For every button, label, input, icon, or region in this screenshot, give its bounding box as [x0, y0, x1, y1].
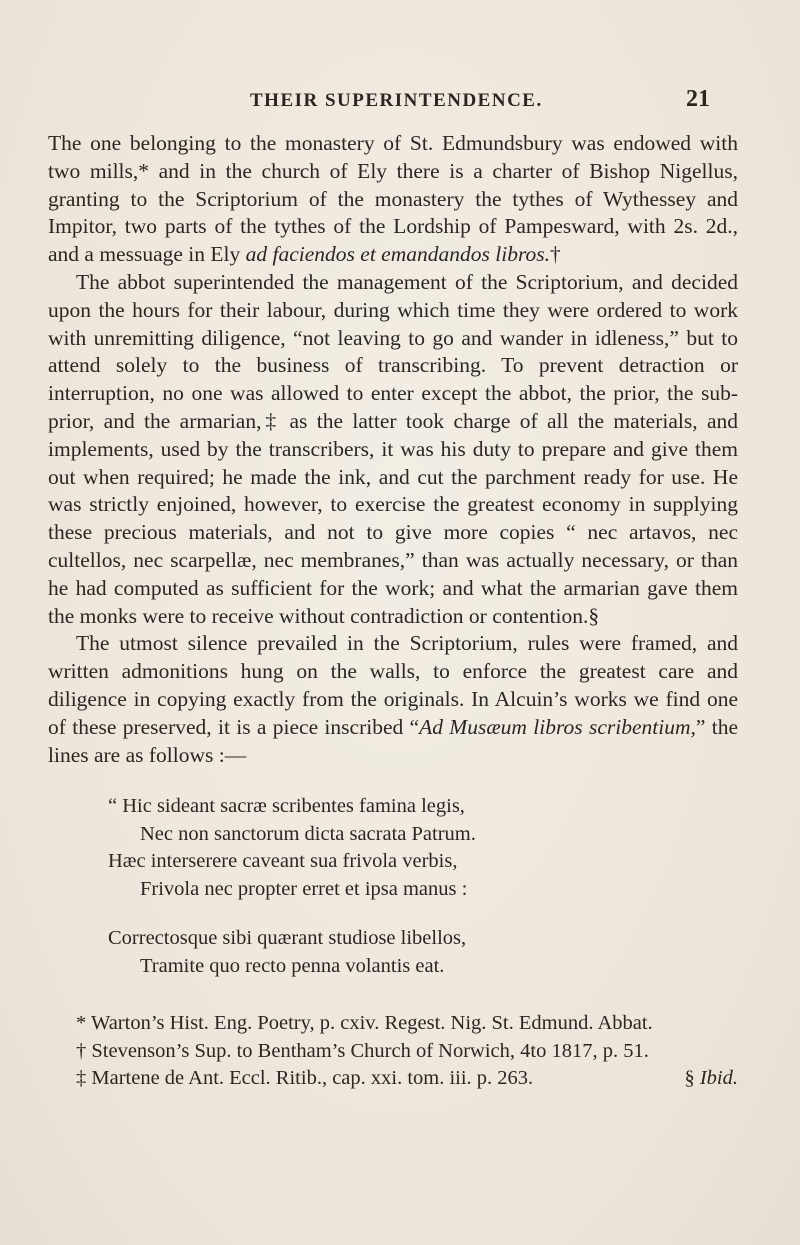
- footnote-4-mark: §: [684, 1067, 695, 1090]
- paragraph-1: [48, 130, 738, 269]
- running-title: THEIR SUPERINTENDENCE.: [250, 90, 543, 111]
- paragraph-1-text: The one belonging to the monastery of St. Edmundsbury was endowed with two mills,* and in the church of Ely there is a charter of Bishop Nigellus, granting to the Scriptorium of the monastery the tythes of Wythessey and Impitor, two parts of the tythes of the Lordship of Pampesward, with 2s. 2d., and a messuage in Ely: [48, 131, 738, 267]
- paragraph-2: The abbot superintended the management of the Scriptorium, and decided upon the hours for their labour, during which time they were ordered to work with unremitting diligence, “not leaving to go and wander in idleness,” but to attend solely to the business of transcribing. To prevent detraction or interruption, no one was allowed to enter except the abbot, the prior, the sub-prior, and the armarian,‡ as the latter took charge of all the materials, and implements, used by the transcribers, it was his duty to prepare and give them out when required; he made the ink, and cut the parchment ready for use. He was strictly enjoined, however, to exercise the greatest economy in supplying these precious materials, and not to give more copies “ nec artavos, nec cultellos, nec scarpellæ, nec membranes,” than was actually necessary, or than he had computed as sufficient for the work; and what the armarian gave them the monks were to receive without contradiction or contention.§: [48, 269, 738, 628]
- verse-line: Hæc interserere caveant sua frivola verbis,: [108, 850, 458, 873]
- verse-block: [108, 793, 738, 980]
- latin-phrase: ad faciendos et emandandos libros.: [245, 242, 550, 267]
- stanza-1: [108, 793, 738, 903]
- page-header: [250, 86, 710, 113]
- paragraph-3-text-a: The utmost silence prevailed in the Scriptorium, rules were framed, and written admonitions hung on the walls, to enforce the greatest care and diligence in copying exactly from the originals. In Alcuin’s works we find one of these preserved, it is a piece inscribed “: [48, 631, 738, 739]
- stanza-2: [108, 925, 738, 980]
- page-body: [48, 130, 738, 1093]
- footnote-4-text: Ibid.: [699, 1067, 738, 1090]
- footnote-3: ‡ Martene de Ant. Eccl. Ritib., cap. xxi. tom. iii. p. 263.: [76, 1067, 534, 1090]
- footnote-4: [684, 1065, 738, 1093]
- alcuin-title: Ad Musæum libros scribentium,: [419, 714, 696, 739]
- paragraph-3-text-b: ” the lines are as follows :—: [48, 714, 739, 767]
- footnotes: [48, 1010, 738, 1093]
- footnote-1: * Warton’s Hist. Eng. Poetry, p. cxiv. Regest. Nig. St. Edmund. Abbat.: [76, 1012, 653, 1035]
- footnote-3-4-row: [48, 1065, 738, 1093]
- verse-line: “ Hic sideant sacræ scribentes famina legis,: [108, 795, 465, 818]
- verse-line: Correctosque sibi quærant studiose libellos,: [108, 927, 467, 950]
- verse-line: Tramite quo recto penna volantis eat.: [140, 954, 445, 977]
- page-number: 21: [686, 86, 710, 112]
- verse-line: Frivola nec propter erret et ipsa manus :: [140, 877, 468, 900]
- paragraph-3: [48, 630, 738, 769]
- footnote-mark-dagger: †: [550, 242, 561, 267]
- verse-line: Nec non sanctorum dicta sacrata Patrum.: [140, 822, 476, 845]
- footnote-2: † Stevenson’s Sup. to Bentham’s Church of Norwich, 4to 1817, p. 51.: [76, 1039, 649, 1062]
